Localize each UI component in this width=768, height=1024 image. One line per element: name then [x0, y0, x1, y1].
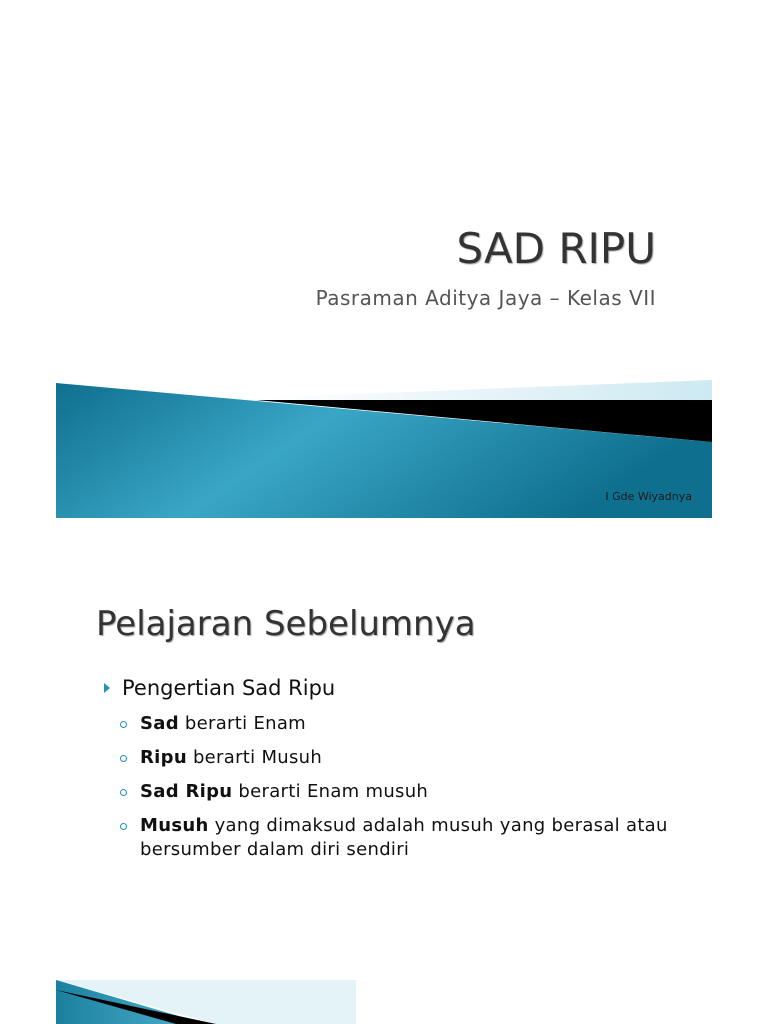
circle-bullet-icon [120, 755, 127, 762]
circle-bullet-icon [120, 789, 127, 796]
term-definition: berarti Enam musuh [232, 781, 429, 802]
circle-bullet-icon [120, 721, 127, 728]
term: Sad Ripu [140, 781, 233, 802]
bullet-main-text: Pengertian Sad Ripu [122, 676, 336, 700]
triangle-bullet-icon [104, 683, 110, 693]
banner-light-band [256, 380, 712, 402]
term: Sad [140, 713, 179, 734]
slide-title [56, 0, 712, 518]
bullet-main [104, 676, 335, 700]
list-item [118, 814, 678, 862]
section-heading: Pelajaran Sebelumnya [96, 604, 476, 644]
term-definition: berarti Enam [178, 713, 306, 734]
sub-bullet-list [118, 712, 678, 872]
author-name: I Gde Wiyadnya [605, 490, 692, 503]
list-item [118, 712, 678, 736]
term-definition: berarti Musuh [186, 747, 323, 768]
circle-bullet-icon [120, 823, 127, 830]
term-definition: yang dimaksud adalah musuh yang berasal atau bersumber dalam diri sendiri [140, 815, 668, 860]
slide-subtitle: Pasraman Aditya Jaya – Kelas VII [315, 286, 656, 310]
decorative-corner [56, 980, 356, 1024]
list-item [118, 780, 678, 804]
list-item [118, 746, 678, 770]
slide-title-heading: SAD RIPU [456, 224, 656, 273]
slide-content [56, 560, 712, 1024]
term: Ripu [140, 747, 187, 768]
term: Musuh [140, 815, 209, 836]
